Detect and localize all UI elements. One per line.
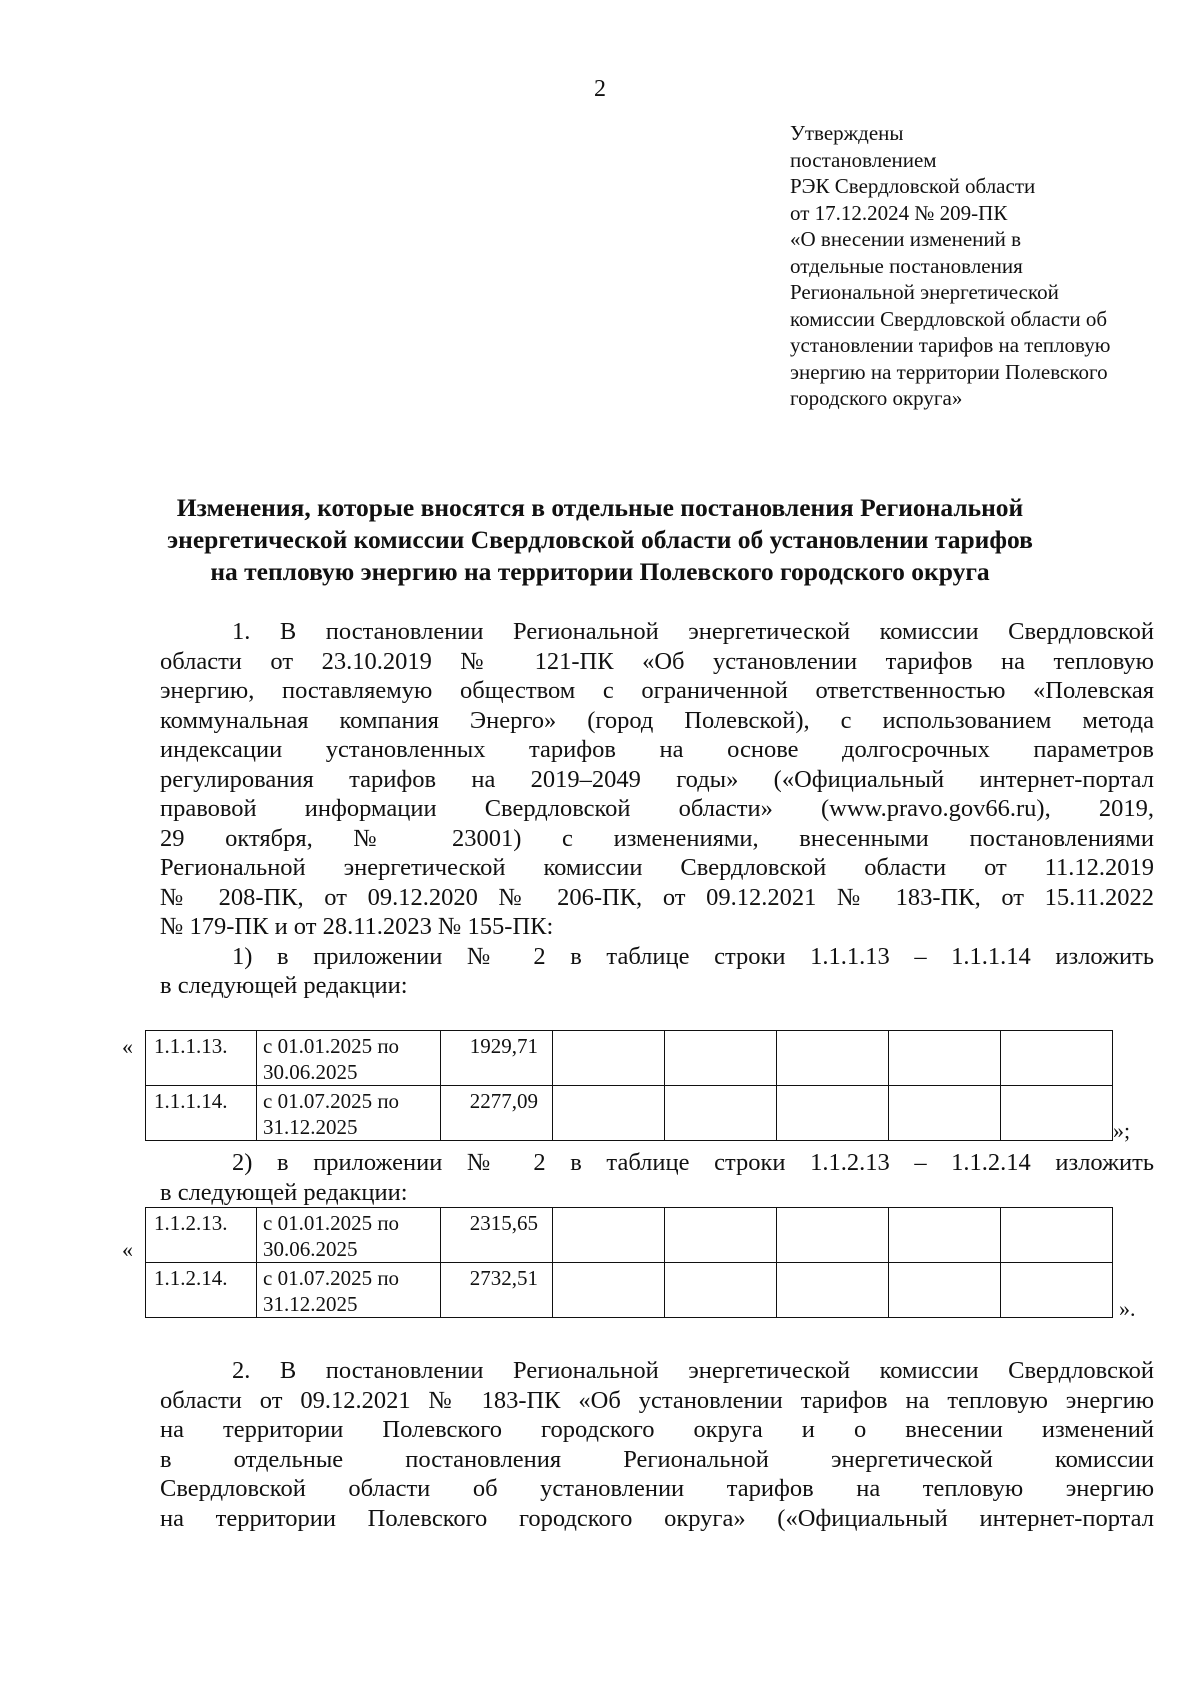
paragraph-line: коммунальная компания Энерго» (город Полевской), с использованием метода (160, 706, 1154, 734)
approval-line: Региональной энергетической (790, 280, 1059, 304)
paragraph-line: области от 09.12.2021 № 183-ПК «Об установлении тарифов на тепловую энергию (160, 1386, 1154, 1414)
empty-cell (665, 1263, 777, 1318)
close-quote: »; (1113, 1118, 1131, 1143)
empty-cell (553, 1263, 665, 1318)
period-end: 31.12.2025 (263, 1292, 358, 1316)
page-number: 2 (594, 76, 606, 102)
empty-cell (777, 1031, 889, 1086)
empty-cell (1001, 1086, 1113, 1141)
row-number: 1.1.1.13. (146, 1031, 257, 1086)
open-quote: « (122, 1237, 133, 1262)
item-2-line: в следующей редакции: (160, 1178, 408, 1206)
empty-cell (777, 1263, 889, 1318)
empty-cell (1001, 1263, 1113, 1318)
table-row (146, 1263, 1113, 1318)
empty-cell (889, 1086, 1001, 1141)
approval-line: от 17.12.2024 № 209-ПК (790, 200, 1008, 225)
table-row (146, 1086, 1113, 1141)
paragraph-line: № 179-ПК и от 28.11.2023 № 155-ПК: (160, 913, 554, 940)
table-row (146, 1031, 1113, 1086)
empty-cell (665, 1208, 777, 1263)
approval-line: РЭК Свердловской области (790, 174, 1036, 198)
paragraph-line: 2. В постановлении Региональной энергетической комиссии Свердловской (232, 1357, 1154, 1384)
period-end: 30.06.2025 (263, 1237, 358, 1261)
section-1 (160, 617, 1154, 1001)
row-number: 1.1.2.13. (146, 1208, 257, 1263)
title-line: на тепловую энергию на территории Полевского городского округа (210, 557, 990, 586)
open-quote: « (122, 1034, 133, 1059)
empty-cell (777, 1086, 889, 1141)
period-cell (257, 1086, 441, 1141)
approval-line: постановлением (790, 147, 937, 172)
paragraph-line: энергию, поставляемую обществом с ограниченной ответственностью «Полевская (160, 677, 1154, 704)
approval-line: отдельные постановления (790, 253, 1023, 278)
amendment-table-2 (145, 1207, 1113, 1318)
approval-line: комиссии Свердловской области об (790, 306, 1108, 331)
section-2 (160, 1356, 1154, 1533)
tariff-value: 2732,51 (441, 1263, 553, 1318)
paragraph-line: Свердловской области об установлении тарифов на тепловую энергию (160, 1475, 1154, 1502)
item-1-line: в следующей редакции: (160, 972, 408, 999)
close-quote: ». (1119, 1296, 1136, 1321)
amendment-table-1 (145, 1030, 1113, 1141)
tariff-value: 1929,71 (441, 1031, 553, 1086)
paragraph-line: регулирования тарифов на 2019–2049 годы» («Официальный интернет-портал (160, 765, 1154, 793)
approval-line: городского округа» (790, 386, 963, 410)
period-end: 31.12.2025 (263, 1115, 358, 1139)
paragraph-line: области от 23.10.2019 № 121-ПК «Об установлении тарифов на тепловую (160, 647, 1154, 675)
period-start: с 01.07.2025 по (263, 1089, 400, 1113)
empty-cell (1001, 1208, 1113, 1263)
item-1-line: 1) в приложении № 2 в таблице строки 1.1.1.13 – 1.1.1.14 изложить (232, 942, 1154, 970)
empty-cell (889, 1263, 1001, 1318)
item-2 (160, 1148, 1154, 1207)
period-cell (257, 1031, 441, 1086)
period-start: с 01.07.2025 по (263, 1266, 400, 1290)
paragraph-line: 1. В постановлении Региональной энергетической комиссии Свердловской (232, 618, 1154, 645)
empty-cell (665, 1031, 777, 1086)
approval-line: «О внесении изменений в (790, 227, 1022, 251)
table-row (146, 1208, 1113, 1263)
item-2-line: 2) в приложении № 2 в таблице строки 1.1.2.13 – 1.1.2.14 изложить (232, 1149, 1154, 1176)
period-end: 30.06.2025 (263, 1060, 358, 1084)
approval-line: установлении тарифов на тепловую (790, 333, 1111, 357)
paragraph-line: в отдельные постановления Региональной энергетической комиссии (160, 1445, 1154, 1473)
period-start: с 01.01.2025 по (263, 1211, 400, 1235)
empty-cell (553, 1208, 665, 1263)
tariff-value: 2315,65 (441, 1208, 553, 1263)
empty-cell (777, 1208, 889, 1263)
paragraph-line: индексации установленных тарифов на основе долгосрочных параметров (160, 736, 1154, 763)
document-title (140, 492, 1060, 588)
paragraph-line: на территории Полевского городского округа» («Официальный интернет-портал (160, 1504, 1154, 1532)
paragraph-line: Региональной энергетической комиссии Свердловской области от 11.12.2019 (160, 854, 1154, 881)
empty-cell (665, 1086, 777, 1141)
empty-cell (553, 1086, 665, 1141)
title-line: Изменения, которые вносятся в отдельные постановления Региональной (176, 493, 1024, 522)
empty-cell (553, 1031, 665, 1086)
approval-line: Утверждены (790, 121, 904, 145)
period-start: с 01.01.2025 по (263, 1034, 400, 1058)
approval-line: энергию на территории Полевского (790, 359, 1108, 384)
row-number: 1.1.2.14. (146, 1263, 257, 1318)
paragraph-line: 29 октября, № 23001) с изменениями, внесенными постановлениями (160, 824, 1154, 852)
paragraph-line: на территории Полевского городского округа и о внесении изменений (160, 1416, 1154, 1443)
row-number: 1.1.1.14. (146, 1086, 257, 1141)
tariff-value: 2277,09 (441, 1086, 553, 1141)
approval-block (790, 120, 1170, 412)
empty-cell (1001, 1031, 1113, 1086)
period-cell (257, 1208, 441, 1263)
title-line: энергетической комиссии Свердловской области об установлении тарифов (167, 525, 1033, 554)
period-cell (257, 1263, 441, 1318)
paragraph-line: № 208-ПК, от 09.12.2020 № 206-ПК, от 09.12.2021 № 183-ПК, от 15.11.2022 (160, 883, 1154, 911)
empty-cell (889, 1031, 1001, 1086)
empty-cell (889, 1208, 1001, 1263)
paragraph-line: правовой информации Свердловской области» (www.pravo.gov66.ru), 2019, (160, 795, 1154, 822)
